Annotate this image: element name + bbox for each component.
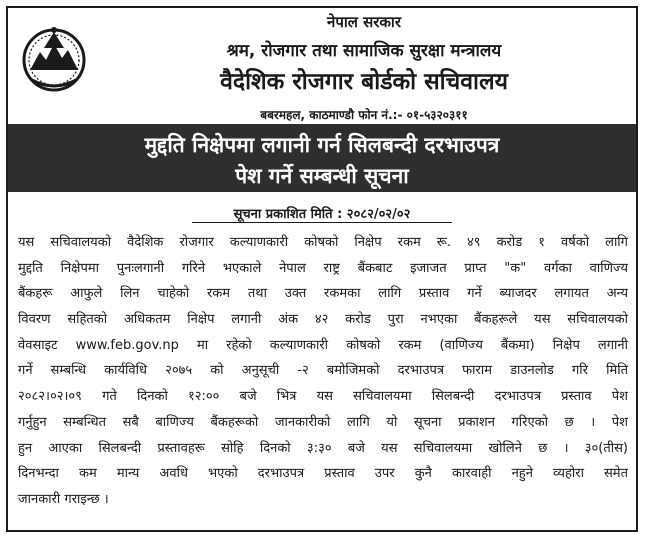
body-line: गर्नुहुन सम्बन्धित सबै बाणिज्य बैंकहरूको जानकारीको लागि यो सूचना प्रकाशन गरिएको छ । पेश: [18, 414, 628, 430]
secretariat-name: वैदेशिक रोजगार बोर्डको सचिवालय: [220, 69, 508, 95]
notice-title-line-1: मुद्दति निक्षेपमा लगानी गर्न सिलबन्दी दरभाउपत्र: [144, 133, 500, 157]
body-line: मुद्दति निक्षेपमा पुनःलगानी गरिने भएकाले नेपाल राष्ट्र बैंकबाट इजाजत प्राप्त "क" वर्गका वाणिज्य: [18, 260, 628, 276]
notice-title-banner: [8, 124, 636, 192]
ministry-name: श्रम, रोजगार तथा सामाजिक सुरक्षा मन्त्रालय: [226, 41, 502, 61]
government-name: नेपाल सरकार: [327, 13, 401, 31]
publication-date: सूचना प्रकाशित मिति : २०८२/०२/०२: [233, 207, 411, 222]
body-line: गर्ने सम्बन्धि कार्यविधि २०७५ को अनुसूची -२ बमोजिमको दरभाउपत्र फाराम डाउनलोड गरि मिति: [18, 363, 628, 379]
body-line: वेवसाइट www.feb.gov.np मा रहेको कल्याणकारी कोषको रकम (वाणिज्य बैंकमा) निक्षेप लगानी: [18, 337, 628, 353]
nepal-government-emblem-icon: [18, 22, 90, 94]
notice-body: [18, 230, 628, 513]
body-line: दिनभन्दा कम मान्य अवधि भएको दरभाउपत्र प्रस्ताव उपर कुनै कारवाही नहुने व्यहोरा समेत: [18, 466, 628, 482]
body-line: २०८२।०२।०९ गते दिनको १२:०० बजे भित्र यस सचिवालयमा सिलबन्दी दरभाउपत्र प्रस्ताव पेश: [18, 389, 628, 405]
body-line: यस सचिवालयको वैदेशिक रोजगार कल्याणकारी कोषको निक्षेप रकम रू. ४९ करोड १ वर्षको लागि: [18, 235, 628, 250]
publication-date-underline: [192, 222, 452, 223]
body-line: बैंकहरू आफुले लिन चाहेको रकम तथा उक्त रकमका लागि प्रस्ताव गर्ने ब्याजदर लगायत अन्य: [18, 286, 628, 302]
notice-title-line-2: पेश गर्ने सम्बन्धी सूचना: [235, 164, 409, 188]
notice-frame: [6, 6, 638, 532]
body-line: हुन आएका सिलबन्दी प्रस्तावहरू सोहि दिनको ३:३० बजे यस सचिवालयमा खोलिने छ । ३०(तीस): [18, 440, 628, 456]
office-address: बबरमहल, काठमाण्डौ फोन नं.:- ०१-५३२०३११: [260, 108, 468, 122]
body-line: जानकारी गराइन्छ ।: [18, 491, 109, 507]
body-line: विवरण सहितको अधिकतम निक्षेप लगानी अंक ४२ करोड पुरा नभएका बैंकहरूले यस सचिवालयको: [18, 312, 628, 328]
